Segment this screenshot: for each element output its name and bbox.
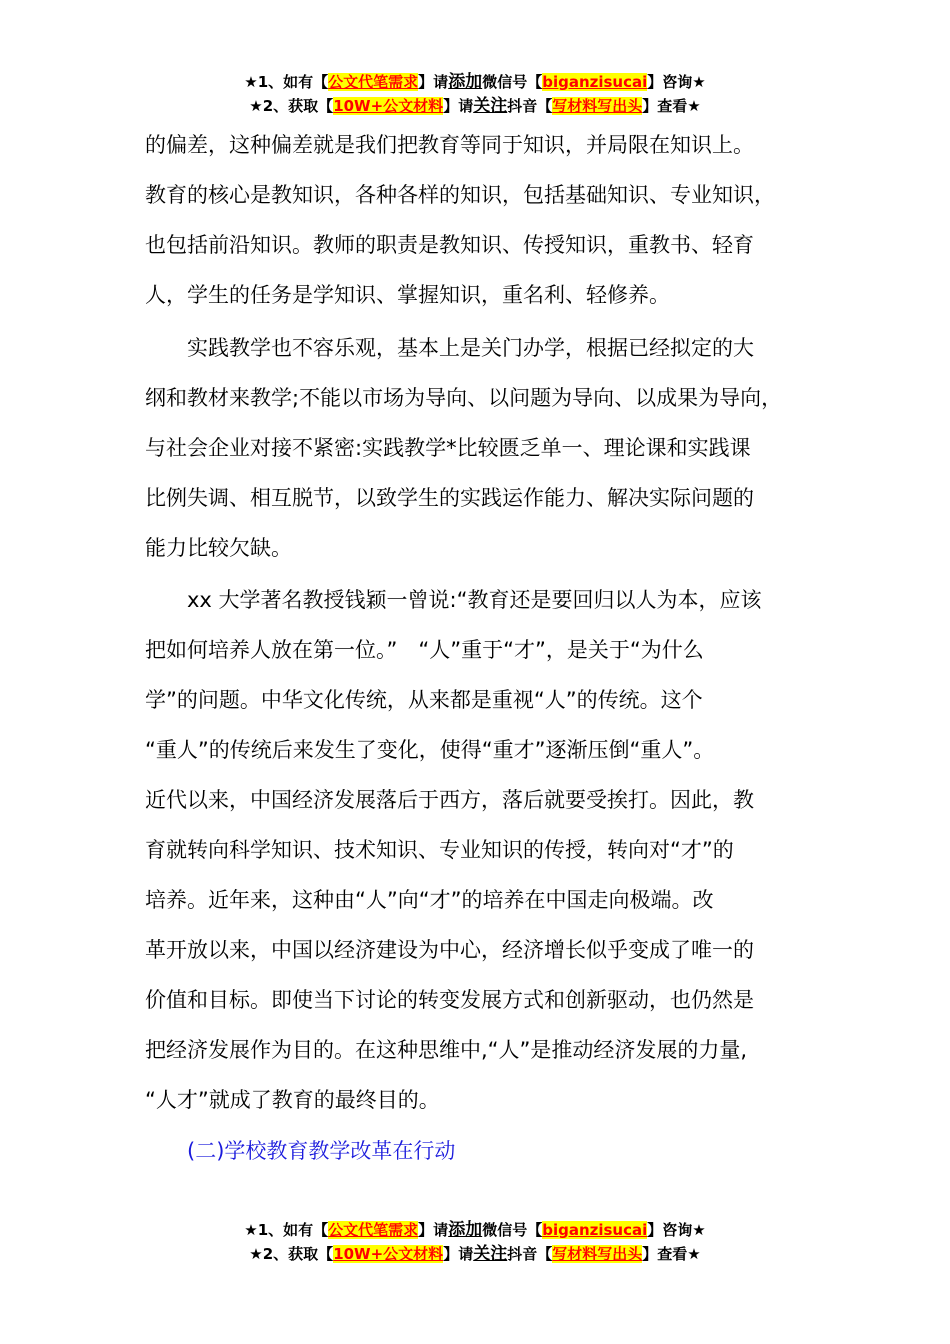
banner-text: 】查看★ [642, 97, 701, 115]
banner-text: 微信号【 [482, 73, 543, 91]
banner-line-2 [0, 1242, 950, 1266]
banner-text: 】咨询★ [647, 1221, 706, 1239]
section-heading: (二)学校教育教学改革在行动 [145, 1139, 456, 1163]
underlined-text: 关注 [473, 96, 508, 116]
banner-text: ★1、如有【 [244, 73, 329, 91]
banner-text: 微信号【 [482, 1221, 543, 1239]
text-line: 的偏差，这种偏差就是我们把教育等同于知识，并局限在知识上。 [145, 133, 754, 157]
text-line: 革开放以来，中国以经济建设为中心，经济增长似乎变成了唯一的 [145, 938, 754, 962]
banner-text: 抖音【 [507, 1245, 553, 1263]
text-line: 实践教学也不容乐观，基本上是关门办学，根据已经拟定的大 [145, 336, 754, 360]
bottom-banner [0, 1218, 950, 1266]
highlight-text: 10W+公文材料 [333, 1245, 444, 1263]
highlight-text: 写材料写出头 [552, 1245, 643, 1263]
text-line: 比例失调、相互脱节，以致学生的实践运作能力、解决实际问题的 [145, 486, 754, 510]
banner-text: ★1、如有【 [244, 1221, 329, 1239]
text-line: 把经济发展作为目的。在这种思维中,“人”是推动经济发展的力量, [145, 1038, 748, 1062]
highlight-text: 公文代笔需求 [328, 73, 419, 91]
text-line: xx 大学著名教授钱颖一曾说:“教育还是要回归以人为本，应该 [145, 588, 762, 612]
banner-text: ★2、获取【 [249, 97, 334, 115]
banner-text: 】咨询★ [647, 73, 706, 91]
text-line: 教育的核心是教知识，各种各样的知识，包括基础知识、专业知识， [145, 183, 775, 207]
highlight-text: 10W+公文材料 [333, 97, 444, 115]
banner-text: ★2、获取【 [249, 1245, 334, 1263]
banner-line-1 [0, 70, 950, 94]
underlined-text: 添加 [448, 72, 483, 92]
text-line: 与社会企业对接不紧密:实践教学*比较匮乏单一、理论课和实践课 [145, 436, 751, 460]
underlined-text: 添加 [448, 1220, 483, 1240]
highlight-text: 写材料写出头 [552, 97, 643, 115]
underlined-text: 关注 [473, 1244, 508, 1264]
banner-text: 】请 [443, 97, 474, 115]
text-line: “重人”的传统后来发生了变化，使得“重才”逐渐压倒“重人”。 [145, 738, 715, 762]
top-banner [0, 70, 950, 118]
text-line: “人才”就成了教育的最终目的。 [145, 1088, 440, 1112]
text-line: 近代以来，中国经济发展落后于西方，落后就要受挨打。因此，教 [145, 788, 754, 812]
banner-text: 】请 [418, 1221, 449, 1239]
text-line: 把如何培养人放在第一位。” “人”重于“才”，是关于“为什么 [145, 638, 704, 662]
banner-text: 】请 [418, 73, 449, 91]
highlight-text: biganzisucai [542, 1221, 648, 1239]
text-line: 能力比较欠缺。 [145, 536, 292, 560]
highlight-text: 公文代笔需求 [328, 1221, 419, 1239]
text-line: 学”的问题。中华文化传统，从来都是重视“人”的传统。这个 [145, 688, 703, 712]
text-line: 价值和目标。即使当下讨论的转变发展方式和创新驱动，也仍然是 [145, 988, 754, 1012]
text-line: 培养。近年来，这种由“人”向“才”的培养在中国走向极端。改 [145, 888, 714, 912]
banner-text: 抖音【 [507, 97, 553, 115]
text-line: 育就转向科学知识、技术知识、专业知识的传授，转向对“才”的 [145, 838, 734, 862]
banner-text: 】查看★ [642, 1245, 701, 1263]
banner-line-2 [0, 94, 950, 118]
banner-text: 】请 [443, 1245, 474, 1263]
banner-line-1 [0, 1218, 950, 1242]
highlight-text: biganzisucai [542, 73, 648, 91]
text-line: 纲和教材来教学;不能以市场为导向、以问题为导向、以成果为导向， [145, 386, 783, 410]
text-line: 人，学生的任务是学知识、掌握知识，重名利、轻修养。 [145, 283, 670, 307]
text-line: 也包括前沿知识。教师的职责是教知识、传授知识，重教书、轻育 [145, 233, 754, 257]
